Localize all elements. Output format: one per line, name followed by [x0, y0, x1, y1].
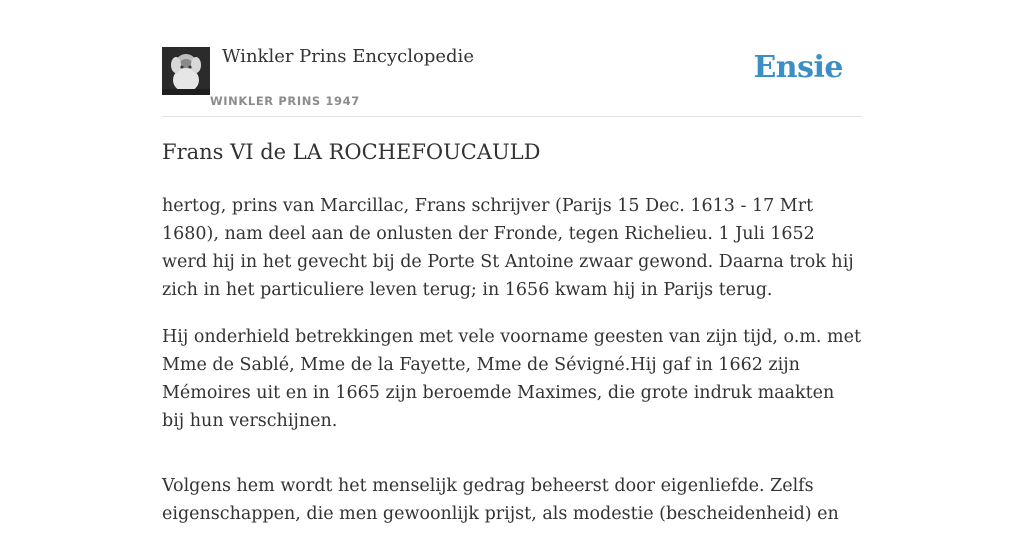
article-paragraph: Volgens hem wordt het menselijk gedrag beheerst door eigenliefde. Zelfs eigenschappen, die men gewoonlijk prijst, als modestie (bescheidenheid) en [162, 476, 839, 524]
article-title: Frans VI de LA ROCHEFOUCAULD [162, 140, 541, 164]
article-paragraph: Hij onderhield betrekkingen met vele voorname geesten van zijn tijd, o.m. met Mme de Sablé, Mme de la Fayette, Mme de Sévigné.Hij gaf in 1662 zijn Mémoires uit en in 1665 zijn beroemde Maximes, die grote indruk maakten bij hun verschijnen. [162, 327, 862, 431]
article-paragraph: hertog, prins van Marcillac, Frans schrijver (Parijs 15 Dec. 1613 - 17 Mrt 1680), nam deel aan de onlusten der Fronde, tegen Richelieu. 1 Juli 1652 werd hij in het gevecht bij de Porte St Antoine zwaar gewond. Daarna trok hij zich in het particuliere leven terug; in 1656 kwam hij in Parijs terug. [162, 196, 854, 300]
site-header [162, 0, 862, 117]
portrait-icon [162, 47, 210, 95]
avatar[interactable] [162, 47, 210, 95]
site-title[interactable]: Winkler Prins Encyclopedie [222, 46, 474, 67]
article-body [162, 192, 862, 547]
source-label[interactable]: WINKLER PRINS 1947 [210, 94, 360, 108]
brand-logo[interactable]: Ensie [753, 50, 843, 85]
content-container [162, 0, 862, 524]
